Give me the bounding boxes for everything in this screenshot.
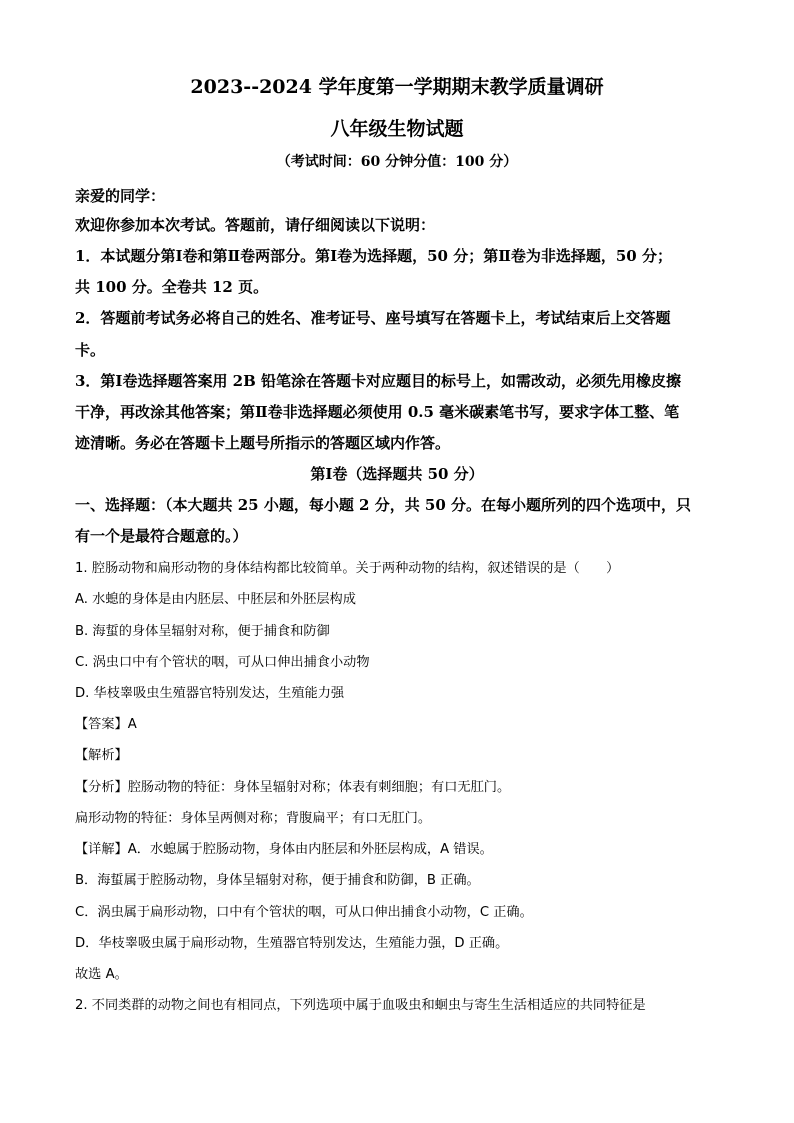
rule-3-line-1: 3．第Ⅰ卷选择题答案用 2B 铅笔涂在答题卡对应题目的标号上，如需改动，必须先用橡皮擦: [75, 372, 682, 390]
rule-2-line-1: 2．答题前考试务必将自己的姓名、准考证号、座号填写在答题卡上，考试结束后上交答题: [75, 309, 671, 327]
question-1-analysis-tag: 【解析】: [75, 748, 128, 763]
question-1-detail-c: C．涡虫属于扁形动物，口中有个管状的咽，可从口伸出捕食小动物，C 正确。: [75, 905, 533, 920]
exam-subtitle: 八年级生物试题: [330, 118, 464, 140]
section-instruction-line-1: 一、选择题：（本大题共 25 小题，每小题 2 分，共 50 分。在每小题所列的四个选项中，只: [75, 496, 692, 514]
exam-title: 2023--2024 学年度第一学期期末教学质量调研: [190, 76, 604, 98]
rule-1-line-2: 共 100 分。全卷共 12 页。: [75, 278, 269, 296]
question-1-analysis-1: 【分析】腔肠动物的特征：身体呈辐射对称；体表有刺细胞；有口无肛门。: [75, 780, 511, 795]
section-heading: 第Ⅰ卷（选择题共 50 分）: [310, 465, 484, 483]
question-1-answer: 【答案】A: [75, 717, 137, 732]
question-1-analysis-2: 扁形动物的特征：身体呈两侧对称；背腹扁平；有口无肛门。: [75, 811, 432, 826]
rule-3-line-3: 迹清晰。务必在答题卡上题号所指示的答题区域内作答。: [75, 434, 451, 452]
question-1-detail-a: 【详解】A．水螅属于腔肠动物，身体由内胚层和外胚层构成，A 错误。: [75, 842, 493, 857]
section-instruction-line-2: 有一个是最符合题意的。）: [75, 527, 248, 545]
question-1-option-d: D. 华枝睾吸虫生殖器官特别发达，生殖能力强: [75, 686, 345, 701]
exam-info: （考试时间：60 分钟分值：100 分）: [276, 154, 518, 170]
rule-1-line-1: 1．本试题分第Ⅰ卷和第Ⅱ卷两部分。第Ⅰ卷为选择题，50 分；第Ⅱ卷为非选择题，50 分；: [75, 247, 672, 265]
question-2-stem: 2. 不同类群的动物之间也有相同点，下列选项中属于血吸虫和蛔虫与寄生生活相适应的共同特征是: [75, 998, 646, 1013]
question-1-option-b: B. 海蜇的身体呈辐射对称，便于捕食和防御: [75, 624, 330, 639]
greeting: 亲爱的同学：: [75, 187, 166, 205]
question-1-option-a: A. 水螅的身体是由内胚层、中胚层和外胚层构成: [75, 592, 356, 607]
question-1-detail-b: B．海蜇属于腔肠动物，身体呈辐射对称，便于捕食和防御，B 正确。: [75, 873, 480, 888]
welcome-text: 欢迎你参加本次考试。答题前，请仔细阅读以下说明：: [75, 216, 436, 234]
question-1-option-c: C. 涡虫口中有个管状的咽，可从口伸出捕食小动物: [75, 655, 370, 670]
rule-2-line-2: 卡。: [75, 341, 106, 359]
question-1-stem: 1. 腔肠动物和扁形动物的身体结构都比较简单。关于两种动物的结构，叙述错误的是（ ）: [75, 561, 620, 576]
question-1-detail-d: D．华枝睾吸虫属于扁形动物，生殖器官特别发达，生殖能力强，D 正确。: [75, 936, 509, 951]
question-1-conclusion: 故选 A。: [75, 967, 128, 982]
rule-3-line-2: 干净，再改涂其他答案；第Ⅱ卷非选择题必须使用 0.5 毫米碳素笔书写，要求字体工整、笔: [75, 403, 680, 421]
